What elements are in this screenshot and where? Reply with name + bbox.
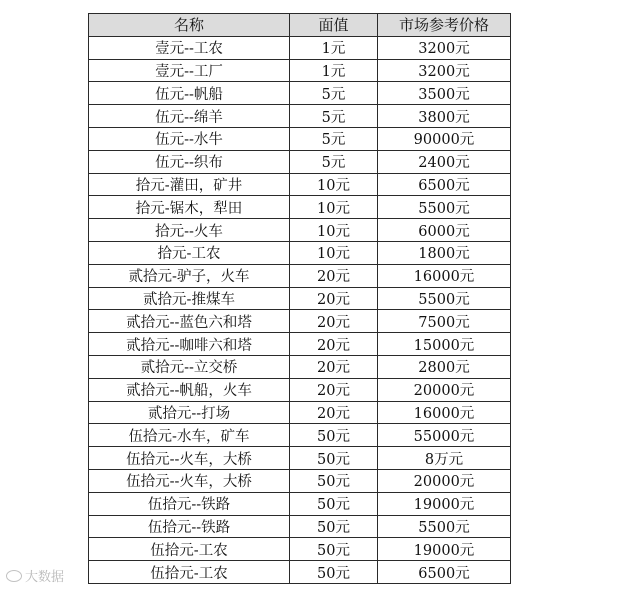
header-name: 名称 (89, 14, 290, 37)
table-row (89, 378, 511, 401)
table-row (89, 424, 511, 447)
price-table (88, 13, 511, 584)
table-row (89, 105, 511, 128)
cell-market-price: 7500元 (378, 310, 511, 333)
cell-market-price: 20000元 (378, 378, 511, 401)
cell-face-value: 50元 (290, 561, 378, 584)
cell-name: 伍拾元-工农 (89, 561, 290, 584)
cell-market-price: 5500元 (378, 196, 511, 219)
price-table-container (88, 13, 511, 584)
cell-face-value: 1元 (290, 59, 378, 82)
cell-face-value: 10元 (290, 196, 378, 219)
cell-name: 壹元--工厂 (89, 59, 290, 82)
cell-face-value: 50元 (290, 424, 378, 447)
table-header-row (89, 14, 511, 37)
cell-market-price: 6500元 (378, 173, 511, 196)
cell-market-price: 5500元 (378, 287, 511, 310)
cell-name: 伍元--帆船 (89, 82, 290, 105)
cell-name: 贰拾元-推煤车 (89, 287, 290, 310)
table-row (89, 561, 511, 584)
cell-market-price: 3200元 (378, 59, 511, 82)
cell-face-value: 5元 (290, 127, 378, 150)
table-row (89, 469, 511, 492)
cell-face-value: 20元 (290, 333, 378, 356)
cell-face-value: 50元 (290, 515, 378, 538)
cell-name: 伍元--绵羊 (89, 105, 290, 128)
cell-face-value: 50元 (290, 447, 378, 470)
table-row (89, 333, 511, 356)
cell-market-price: 5500元 (378, 515, 511, 538)
cell-market-price: 3200元 (378, 36, 511, 59)
table-row (89, 150, 511, 173)
cell-market-price: 1800元 (378, 241, 511, 264)
cell-name: 贰拾元--立交桥 (89, 355, 290, 378)
table-row (89, 447, 511, 470)
cell-face-value: 10元 (290, 241, 378, 264)
weibo-logo-icon (6, 570, 22, 582)
cell-name: 拾元-工农 (89, 241, 290, 264)
cell-market-price: 55000元 (378, 424, 511, 447)
cell-name: 伍拾元--火车，大桥 (89, 447, 290, 470)
cell-market-price: 2800元 (378, 355, 511, 378)
cell-face-value: 10元 (290, 219, 378, 242)
header-market-price: 市场参考价格 (378, 14, 511, 37)
cell-name: 伍元--织布 (89, 150, 290, 173)
cell-market-price: 8万元 (378, 447, 511, 470)
cell-market-price: 16000元 (378, 264, 511, 287)
cell-face-value: 1元 (290, 36, 378, 59)
table-row (89, 492, 511, 515)
cell-name: 贰拾元--蓝色六和塔 (89, 310, 290, 333)
table-row (89, 264, 511, 287)
table-row (89, 401, 511, 424)
cell-name: 拾元--火车 (89, 219, 290, 242)
cell-name: 贰拾元-驴子，火车 (89, 264, 290, 287)
cell-face-value: 50元 (290, 469, 378, 492)
cell-market-price: 6000元 (378, 219, 511, 242)
cell-market-price: 19000元 (378, 492, 511, 515)
cell-face-value: 10元 (290, 173, 378, 196)
cell-face-value: 20元 (290, 310, 378, 333)
cell-market-price: 20000元 (378, 469, 511, 492)
table-row (89, 515, 511, 538)
cell-face-value: 5元 (290, 105, 378, 128)
cell-market-price: 6500元 (378, 561, 511, 584)
cell-market-price: 15000元 (378, 333, 511, 356)
cell-name: 壹元--工农 (89, 36, 290, 59)
cell-name: 伍元--水牛 (89, 127, 290, 150)
table-row (89, 538, 511, 561)
cell-face-value: 20元 (290, 287, 378, 310)
cell-face-value: 20元 (290, 264, 378, 287)
table-row (89, 127, 511, 150)
cell-name: 贰拾元--打场 (89, 401, 290, 424)
cell-market-price: 90000元 (378, 127, 511, 150)
table-row (89, 196, 511, 219)
cell-face-value: 20元 (290, 355, 378, 378)
cell-name: 贰拾元--帆船，火车 (89, 378, 290, 401)
table-row (89, 219, 511, 242)
cell-name: 贰拾元--咖啡六和塔 (89, 333, 290, 356)
cell-name: 拾元-锯木，犁田 (89, 196, 290, 219)
cell-market-price: 16000元 (378, 401, 511, 424)
cell-market-price: 3500元 (378, 82, 511, 105)
cell-face-value: 20元 (290, 401, 378, 424)
cell-name: 拾元-灌田，矿井 (89, 173, 290, 196)
cell-face-value: 20元 (290, 378, 378, 401)
table-row (89, 310, 511, 333)
table-row (89, 287, 511, 310)
cell-market-price: 2400元 (378, 150, 511, 173)
header-face-value: 面值 (290, 14, 378, 37)
cell-face-value: 5元 (290, 150, 378, 173)
table-row (89, 173, 511, 196)
watermark (6, 566, 64, 585)
table-row (89, 82, 511, 105)
cell-name: 伍拾元--火车，大桥 (89, 469, 290, 492)
table-row (89, 59, 511, 82)
cell-name: 伍拾元--铁路 (89, 492, 290, 515)
cell-face-value: 50元 (290, 492, 378, 515)
cell-market-price: 3800元 (378, 105, 511, 128)
table-row (89, 241, 511, 264)
table-row (89, 355, 511, 378)
table-body (89, 36, 511, 583)
watermark-text: 大数据 (25, 570, 65, 585)
cell-market-price: 19000元 (378, 538, 511, 561)
cell-name: 伍拾元-工农 (89, 538, 290, 561)
cell-face-value: 5元 (290, 82, 378, 105)
table-row (89, 36, 511, 59)
cell-name: 伍拾元-水车，矿车 (89, 424, 290, 447)
cell-name: 伍拾元--铁路 (89, 515, 290, 538)
cell-face-value: 50元 (290, 538, 378, 561)
